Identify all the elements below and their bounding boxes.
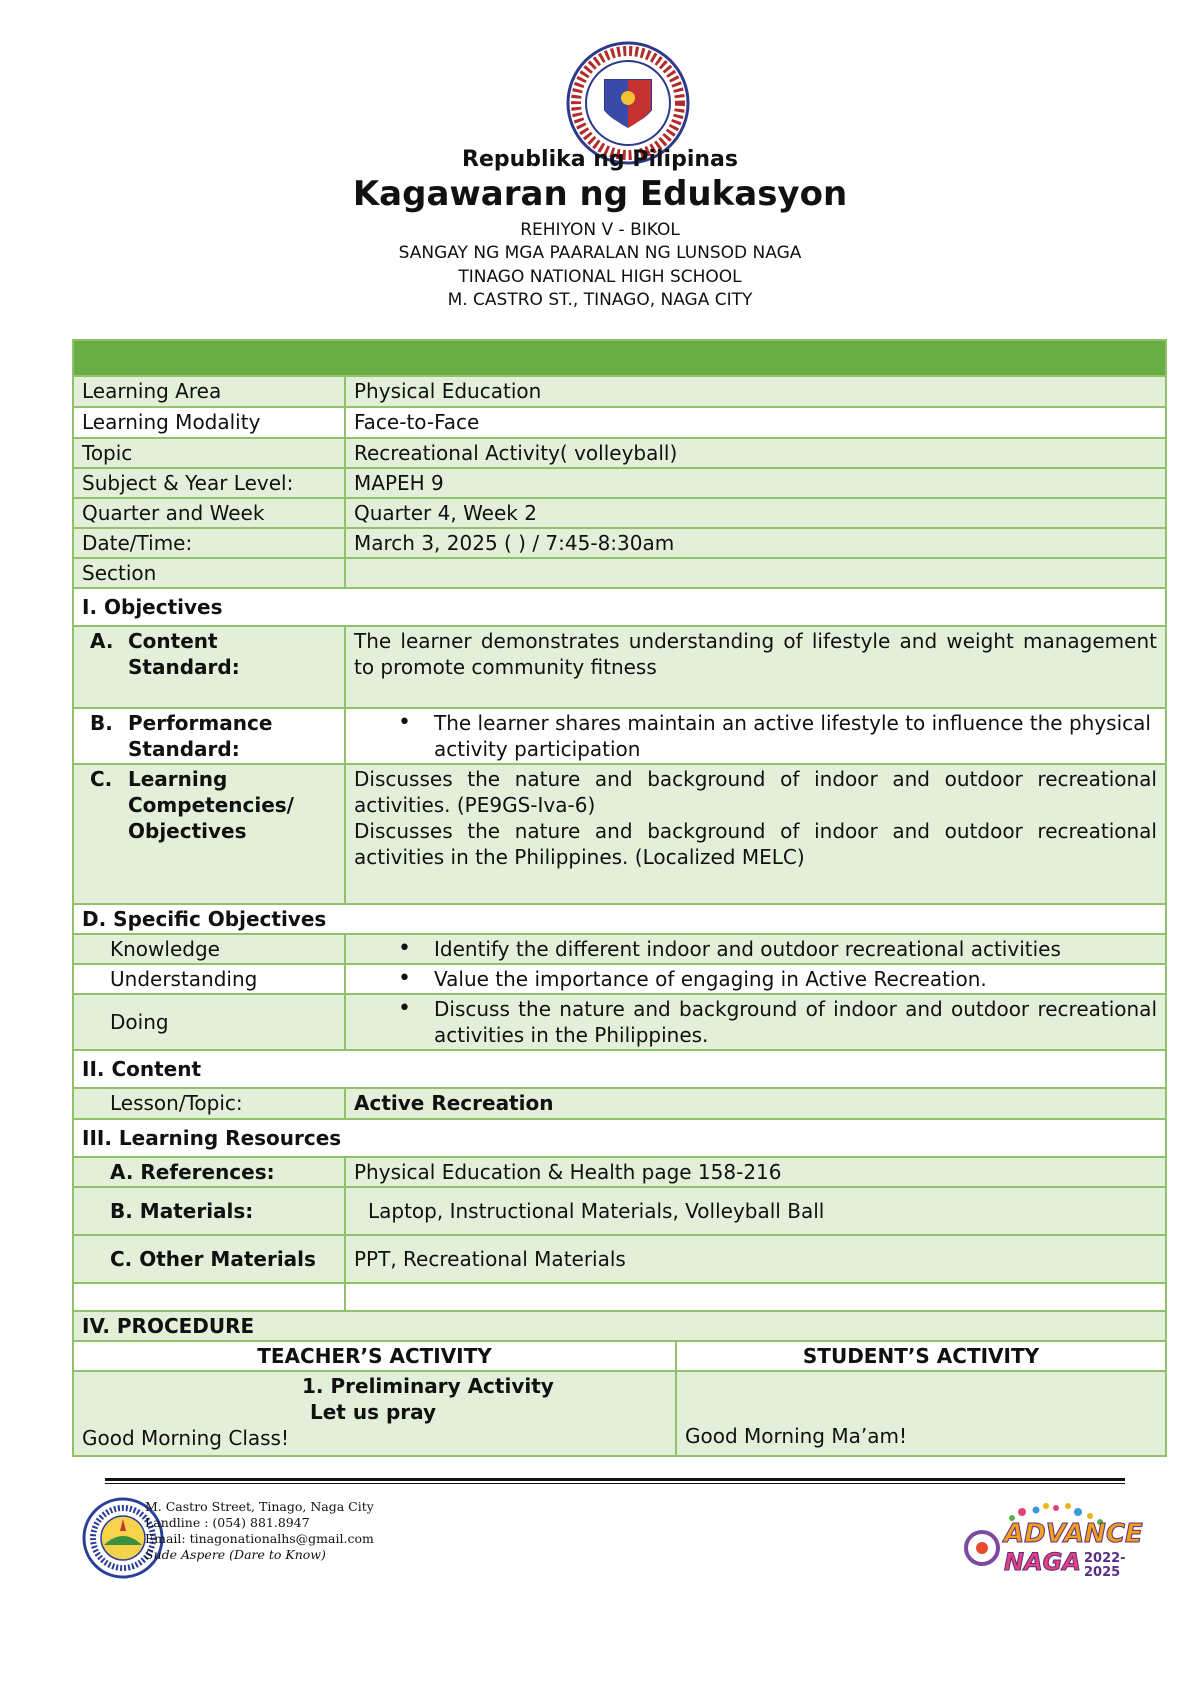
footer-motto: Sude Aspere (Dare to Know) (145, 1547, 326, 1562)
info-row (73, 528, 1166, 558)
info-row (73, 407, 1166, 438)
specific-objective-text: • Identify the different indoor and outdoor recreational activities (434, 936, 1157, 962)
specific-objective-text: • Discuss the nature and background of indoor and outdoor recreational activities in the Philippines. (434, 996, 1157, 1048)
info-label: Learning Modality (73, 407, 345, 438)
lesson-topic-row (73, 1088, 1166, 1119)
resources-heading: III. Learning Resources (73, 1119, 1166, 1157)
lesson-topic-label: Lesson/Topic: (73, 1088, 345, 1119)
footer-street: M. Castro Street, Tinago, Naga City (145, 1499, 374, 1514)
lesson-topic-value: Active Recreation (345, 1088, 1166, 1119)
info-label: Topic (73, 438, 345, 468)
specific-objective-label: Knowledge (73, 934, 345, 964)
section-row (73, 1050, 1166, 1088)
svg-text:2022-: 2022- (1084, 1551, 1126, 1566)
division-line: SANGAY NG MGA PAARALAN NG LUNSOD NAGA (398, 243, 802, 263)
performance-standard-label: Performance Standard: (128, 711, 273, 761)
content-standard-label: Content Standard: (128, 629, 240, 679)
department-heading: Kagawaran ng Edukasyon (352, 174, 848, 214)
specific-objective-row (73, 994, 1166, 1050)
info-row (73, 498, 1166, 528)
competencies-num: C. (90, 767, 113, 791)
info-value: March 3, 2025 ( ) / 7:45-8:30am (345, 528, 1166, 558)
objectives-heading: I. Objectives (73, 588, 1166, 626)
section-row (73, 904, 1166, 934)
performance-standard-row (73, 708, 1166, 764)
info-label: Quarter and Week (73, 498, 345, 528)
info-value (345, 558, 1166, 588)
specific-objective-text: • Value the importance of engaging in Active Recreation. (434, 966, 1157, 992)
specific-objective-label: Doing (73, 994, 345, 1050)
info-row (73, 376, 1166, 407)
student-activity-header: STUDENT’S ACTIVITY (676, 1341, 1166, 1371)
info-value: MAPEH 9 (345, 468, 1166, 498)
footer-rule-thin (105, 1483, 1125, 1484)
other-materials-row (73, 1235, 1166, 1283)
content-standard-row (73, 626, 1166, 708)
prayer-line: Let us pray (310, 1400, 437, 1424)
specific-objective-row (73, 964, 1166, 994)
materials-label: B. Materials: (73, 1187, 345, 1235)
svg-text:NAGA: NAGA (1004, 1548, 1081, 1576)
references-label: A. References: (73, 1157, 345, 1187)
svg-text:ADVANCE: ADVANCE (1004, 1519, 1143, 1549)
materials-row (73, 1187, 1166, 1235)
section-row (73, 1311, 1166, 1341)
info-value: Quarter 4, Week 2 (345, 498, 1166, 528)
teacher-activity-header: TEACHER’S ACTIVITY (73, 1341, 676, 1371)
competencies-row (73, 764, 1166, 904)
footer-contact (145, 1499, 374, 1563)
specific-objective-label: Understanding (73, 964, 345, 994)
preliminary-activity: 1. Preliminary Activity (302, 1374, 554, 1398)
info-row (73, 438, 1166, 468)
blank-row (73, 1283, 1166, 1311)
specific-objectives-heading: D. Specific Objectives (73, 904, 1166, 934)
performance-standard-text: • The learner shares maintain an active lifestyle to influence the physical activity participation (434, 710, 1157, 762)
content-heading: II. Content (73, 1050, 1166, 1088)
info-value: Face-to-Face (345, 407, 1166, 438)
svg-text:2025: 2025 (1084, 1565, 1121, 1580)
info-label: Subject & Year Level: (73, 468, 345, 498)
specific-objective-row (73, 934, 1166, 964)
content-standard-text: The learner demonstrates understanding of lifestyle and weight management to promote community fitness (345, 626, 1166, 708)
other-materials-value: PPT, Recreational Materials (345, 1235, 1166, 1283)
competency-text-2: Discusses the nature and background of indoor and outdoor recreational activities in the Philippines. (Localized MELC) (354, 819, 1157, 869)
footer-landline: Landline : (054) 881.8947 (145, 1515, 310, 1530)
info-value: Recreational Activity( volleyball) (345, 438, 1166, 468)
footer-rule (105, 1478, 1125, 1481)
references-row (73, 1157, 1166, 1187)
section-row (73, 1119, 1166, 1157)
student-greeting: Good Morning Ma’am! (676, 1371, 1166, 1456)
competencies-label: Learning Competencies/ Objectives (128, 767, 294, 843)
info-label: Section (73, 558, 345, 588)
footer-email[interactable]: Email: tinagonationalhs@gmail.com (145, 1531, 374, 1546)
content-standard-num: A. (90, 629, 114, 653)
address-line: M. CASTRO ST., TINAGO, NAGA CITY (447, 290, 753, 310)
info-value: Physical Education (345, 376, 1166, 407)
procedure-heading: IV. PROCEDURE (73, 1311, 1166, 1341)
info-row (73, 468, 1166, 498)
info-label: Learning Area (73, 376, 345, 407)
other-materials-label: C. Other Materials (73, 1235, 345, 1283)
competency-text-1: Discusses the nature and background of indoor and outdoor recreational activities. (PE9GS-Iva-6) (354, 767, 1157, 817)
section-row (73, 588, 1166, 626)
advance-naga-logo-icon (960, 1500, 1150, 1580)
lesson-plan-table (72, 339, 1167, 1457)
info-row (73, 558, 1166, 588)
teacher-greeting: Good Morning Class! (82, 1426, 289, 1450)
green-header-bar (73, 340, 1166, 376)
materials-value: Laptop, Instructional Materials, Volleyball Ball (345, 1187, 1166, 1235)
republic-heading: Republika ng Pilipinas (462, 147, 738, 172)
procedure-header-row (73, 1341, 1166, 1371)
references-value: Physical Education & Health page 158-216 (345, 1157, 1166, 1187)
school-line: TINAGO NATIONAL HIGH SCHOOL (458, 267, 742, 287)
procedure-row (73, 1371, 1166, 1456)
performance-standard-num: B. (90, 711, 113, 735)
info-label: Date/Time: (73, 528, 345, 558)
region-line: REHIYON V - BIKOL (520, 220, 680, 240)
